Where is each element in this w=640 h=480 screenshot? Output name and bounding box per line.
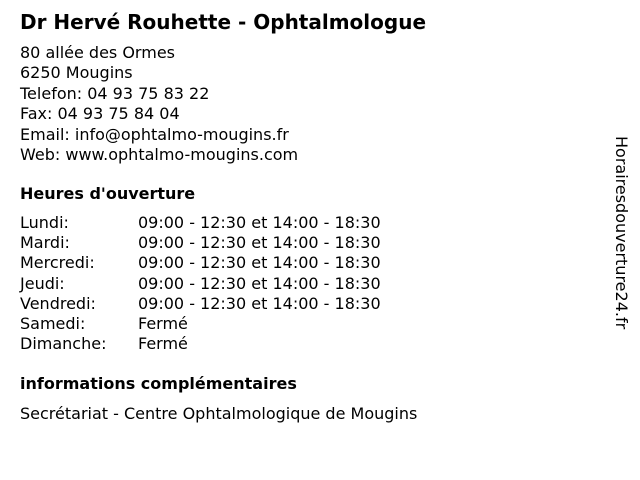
phone-line: Telefon: 04 93 75 83 22 (20, 83, 210, 103)
day-label: Mardi: (20, 233, 70, 253)
day-label: Dimanche: (20, 334, 107, 354)
hours-row-friday (20, 294, 381, 314)
page-title: Dr Hervé Rouhette - Ophtalmologue (20, 10, 427, 34)
info-heading: informations complémentaires (20, 374, 297, 393)
day-label: Mercredi: (20, 253, 95, 273)
info-text: Secrétariat - Centre Ophtalmologique de Mougins (20, 404, 418, 423)
hours-row-saturday (20, 314, 381, 334)
address-street: 80 allée des Ormes (20, 43, 175, 62)
hours-row-wednesday (20, 253, 381, 273)
day-label: Jeudi: (20, 273, 65, 293)
hours-row-sunday (20, 334, 381, 354)
hours-row-thursday (20, 274, 381, 294)
hours-heading: Heures d'ouverture (20, 184, 196, 203)
day-hours: 09:00 - 12:30 et 14:00 - 18:30 (138, 213, 381, 232)
address-city: 6250 Mougins (20, 63, 133, 83)
day-hours: Fermé (138, 314, 188, 334)
day-hours: Fermé (138, 334, 188, 354)
site-watermark: Horairesdouverture24.fr (612, 136, 631, 330)
day-label: Samedi: (20, 314, 86, 334)
day-label: Lundi: (20, 213, 69, 232)
hours-table (20, 213, 381, 354)
email-line: Email: info@ophtalmo-mougins.fr (20, 124, 289, 144)
hours-row-tuesday (20, 233, 381, 253)
fax-line: Fax: 04 93 75 84 04 (20, 104, 180, 124)
day-hours: 09:00 - 12:30 et 14:00 - 18:30 (138, 273, 381, 293)
day-hours: 09:00 - 12:30 et 14:00 - 18:30 (138, 253, 381, 273)
contact-block (20, 43, 298, 165)
web-line: Web: www.ophtalmo-mougins.com (20, 145, 299, 165)
day-hours: 09:00 - 12:30 et 14:00 - 18:30 (138, 293, 381, 313)
day-label: Vendredi: (20, 293, 96, 313)
hours-row-monday (20, 213, 381, 233)
day-hours: 09:00 - 12:30 et 14:00 - 18:30 (138, 233, 381, 253)
